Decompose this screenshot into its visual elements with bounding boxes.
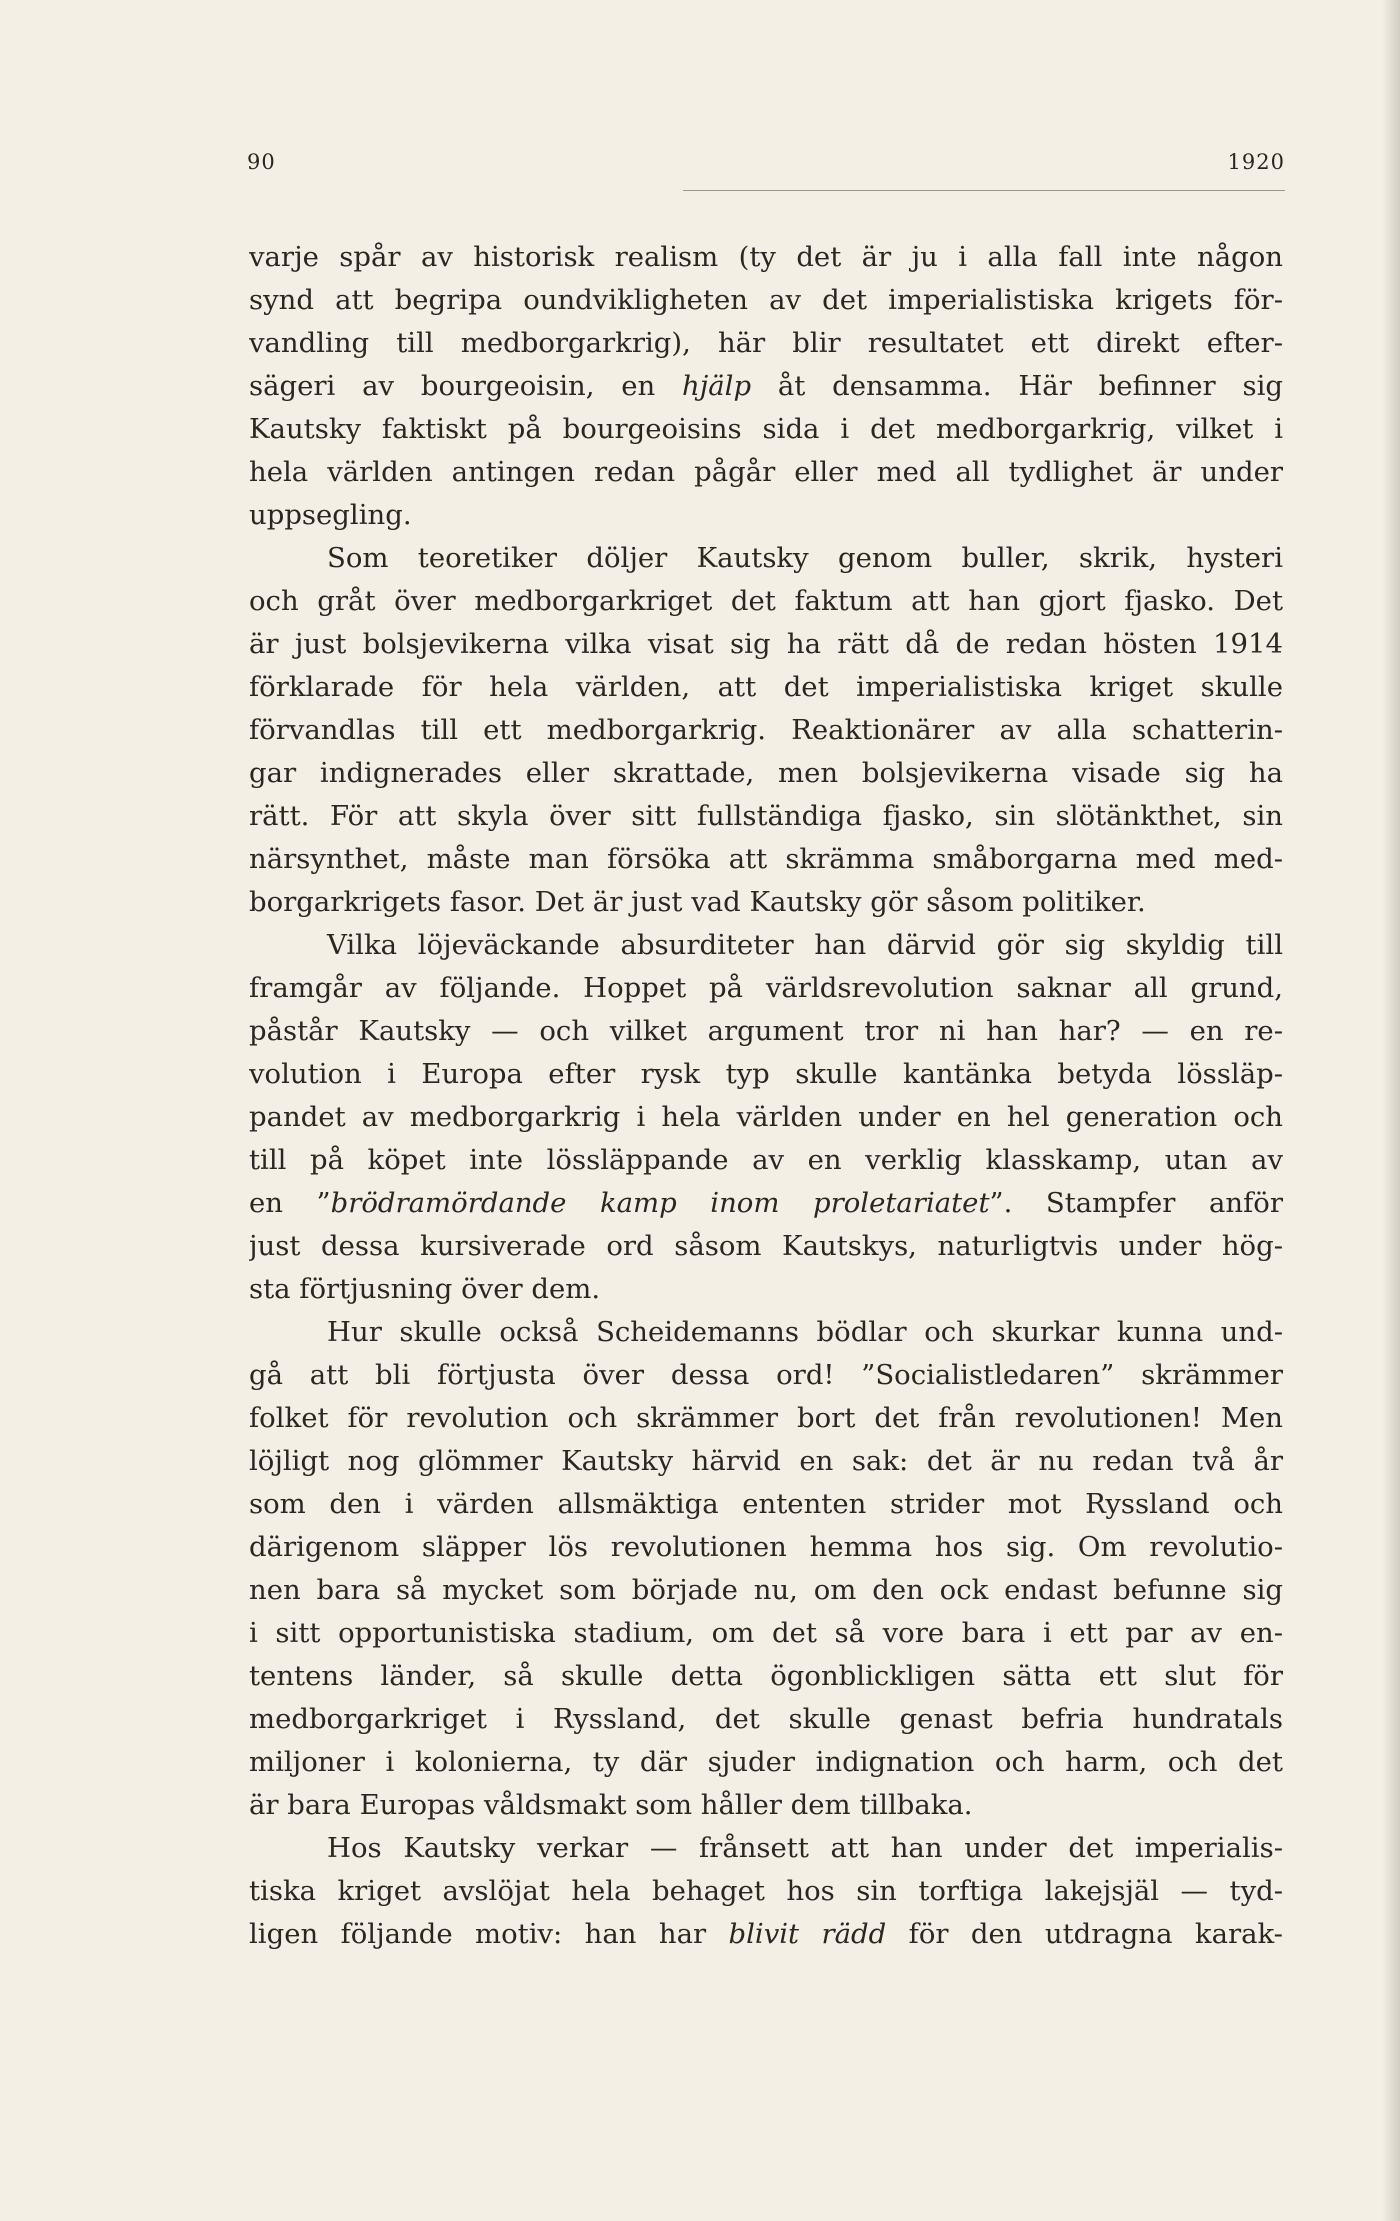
text-line: förklarade för hela världen, att det imperialistiska kriget skulle (249, 671, 1283, 703)
text-line: volution i Europa efter rysk typ skulle kantänka betyda lössläp- (249, 1058, 1283, 1090)
text-line: just dessa kursiverade ord såsom Kautskys, naturligtvis under hög- (249, 1230, 1283, 1262)
text-line: rätt. För att skyla över sitt fullständiga fjasko, sin slötänkthet, sin (249, 800, 1283, 832)
text-line: Hur skulle också Scheidemanns bödlar och skurkar kunna und- (327, 1316, 1283, 1348)
text-line: är just bolsjevikerna vilka visat sig ha rätt då de redan hösten 1914 (249, 628, 1283, 660)
text-line: varje spår av historisk realism (ty det är ju i alla fall inte någon (249, 241, 1283, 273)
text-line: förvandlas till ett medborgarkrig. Reaktionärer av alla schatterin- (249, 714, 1283, 746)
text-line: folket för revolution och skrämmer bort det från revolutionen! Men (249, 1402, 1283, 1434)
text-line: hela världen antingen redan pågår eller med all tydlighet är under (249, 456, 1283, 488)
text-segment: ”. Stampfer anför (989, 1187, 1283, 1219)
text-line: i sitt opportunistiska stadium, om det så vore bara i ett par av en- (249, 1617, 1283, 1649)
text-segment: åt densamma. Här befinner sig (751, 370, 1283, 402)
text-line: är bara Europas våldsmakt som håller dem tillbaka. (249, 1789, 973, 1821)
text-segment: för den utdragna karak- (886, 1918, 1283, 1950)
text-line: uppsegling. (249, 499, 412, 531)
header-rule (683, 190, 1285, 191)
text-line: vandling till medborgarkrig), här blir resultatet ett direkt efter- (249, 327, 1283, 359)
text-line: löjligt nog glömmer Kautsky härvid en sak: det är nu redan två år (249, 1445, 1283, 1477)
body-text (249, 236, 1283, 1956)
italic-emphasis: blivit rädd (728, 1918, 887, 1950)
text-line (249, 1913, 1283, 1956)
text-line: framgår av följande. Hoppet på världsrevolution saknar all grund, (249, 972, 1283, 1004)
text-line: sta förtjusning över dem. (249, 1273, 601, 1305)
page-number: 90 (247, 150, 276, 174)
page-edge-shadow (1382, 0, 1400, 2221)
text-line: tentens länder, så skulle detta ögonblickligen sätta ett slut för (249, 1660, 1283, 1692)
running-header (247, 150, 1285, 190)
text-line: Kautsky faktiskt på bourgeoisins sida i det medborgarkrig, vilket i (249, 413, 1283, 445)
text-line: till på köpet inte lössläppande av en verklig klasskamp, utan av (249, 1144, 1283, 1176)
text-line: påstår Kautsky — och vilket argument tror ni han har? — en re- (249, 1015, 1283, 1047)
text-line: som den i värden allsmäktiga ententen strider mot Ryssland och (249, 1488, 1283, 1520)
italic-emphasis: brödramördande kamp inom proletariatet (330, 1187, 990, 1219)
text-line: och gråt över medborgarkriget det faktum att han gjort fjasko. Det (249, 585, 1283, 617)
text-segment: sägeri av bourgeoisin, en (249, 370, 683, 402)
text-line (249, 365, 1283, 408)
text-line: pandet av medborgarkrig i hela världen under en hel generation och (249, 1101, 1283, 1133)
text-line: nen bara så mycket som började nu, om den ock endast befunne sig (249, 1574, 1283, 1606)
text-line: tiska kriget avslöjat hela behaget hos sin torftiga lakejsjäl — tyd- (249, 1875, 1283, 1907)
text-segment: ligen följande motiv: han har (249, 1918, 729, 1950)
text-line: närsynthet, måste man försöka att skrämma småborgarna med med- (249, 843, 1283, 875)
italic-emphasis: hjälp (682, 370, 752, 402)
text-line: Hos Kautsky verkar — frånsett att han under det imperialis- (327, 1832, 1283, 1864)
text-line: därigenom släpper lös revolutionen hemma hos sig. Om revolutio- (249, 1531, 1283, 1563)
running-head-year: 1920 (1227, 150, 1285, 174)
text-line: medborgarkriget i Ryssland, det skulle genast befria hundratals (249, 1703, 1283, 1735)
text-segment: en ” (249, 1187, 331, 1219)
text-line: gå att bli förtjusta över dessa ord! ”Socialistledaren” skrämmer (249, 1359, 1283, 1391)
text-line (249, 1182, 1283, 1225)
text-line: Vilka löjeväckande absurditeter han därvid gör sig skyldig till (327, 929, 1283, 961)
text-line: synd att begripa oundvikligheten av det imperialistiska krigets för- (249, 284, 1283, 316)
text-line: gar indignerades eller skrattade, men bolsjevikerna visade sig ha (249, 757, 1283, 789)
text-line: borgarkrigets fasor. Det är just vad Kautsky gör såsom politiker. (249, 886, 1146, 918)
text-line: miljoner i kolonierna, ty där sjuder indignation och harm, och det (249, 1746, 1283, 1778)
text-line: Som teoretiker döljer Kautsky genom buller, skrik, hysteri (327, 542, 1283, 574)
